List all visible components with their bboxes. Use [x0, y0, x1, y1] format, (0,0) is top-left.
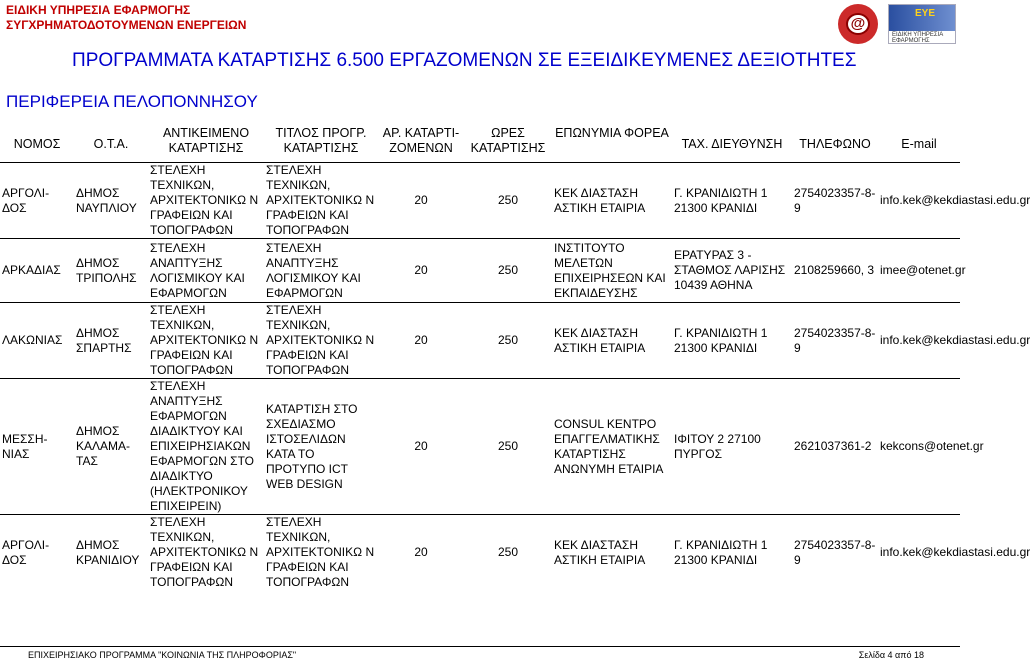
header-tilefono: ΤΗΛΕΦΩΝΟ [799, 136, 871, 151]
agency-name-line2: ΣΥΓΧΡΗΜΑΤΟΔΟΤΟΥΜΕΝΩΝ ΕΝΕΡΓΕΙΩΝ [6, 18, 247, 32]
document-title: ΠΡΟΓΡΑΜΜΑΤΑ ΚΑΤΑΡΤΙΣΗΣ 6.500 ΕΡΓΑΖΟΜΕΝΩΝ ΣΕ ΕΞΕΙΔΙΚΕΥΜΕΝΕΣ ΔΕΞΙΟΤΗΤΕΣ [72, 50, 857, 71]
cell-tilefono: 2108259660, 3 [792, 239, 878, 303]
cell-nomos: ΑΡΓΟΛΙ-ΔΟΣ [0, 163, 74, 239]
cell-dieuthynsi: Γ. ΚΡΑΝΙΔΙΩΤΗ 1 21300 ΚΡΑΝΙΔΙ [672, 303, 792, 379]
cell-ar: 20 [378, 379, 464, 515]
eye-logo [888, 4, 956, 44]
table-row [0, 239, 960, 303]
cell-ar: 20 [378, 239, 464, 303]
cell-ores: 250 [464, 303, 552, 379]
cell-email: info.kek@kekdiastasi.edu.gr [878, 303, 960, 379]
header-eponymia: ΕΠΩΝΥΜΙΑ ΦΟΡΕΑ [555, 126, 669, 140]
header-antikeimeno: ΑΝΤΙΚΕΙΜΕΝΟ ΚΑΤΑΡΤΙΣΗΣ [162, 126, 250, 155]
header-email: E-mail [901, 136, 937, 151]
cell-dieuthynsi: ΙΦΙΤΟΥ 2 27100 ΠΥΡΓΟΣ [672, 379, 792, 515]
header-titlos: ΤΙΤΛΟΣ ΠΡΟΓΡ. ΚΑΤΑΡΤΙΣΗΣ [275, 126, 367, 155]
eye-logo-text: ΕΥΕ [915, 8, 936, 19]
footer-page-number: Σελίδα 4 από 18 [858, 650, 924, 660]
at-sign-icon: @ [846, 13, 870, 35]
cell-email: info.kek@kekdiastasi.edu.gr [878, 163, 960, 239]
cell-nomos: ΑΡΓΟΛΙ-ΔΟΣ [0, 515, 74, 591]
cell-eponymia: ΚΕΚ ΔΙΑΣΤΑΣΗ ΑΣΤΙΚΗ ΕΤΑΙΡΙΑ [552, 163, 672, 239]
region-heading: ΠΕΡΙΦΕΡΕΙΑ ΠΕΛΟΠΟΝΝΗΣΟΥ [6, 92, 258, 111]
header-nomos: ΝΟΜΟΣ [13, 136, 61, 151]
cell-antikeimeno: ΣΤΕΛΕΧΗ ΤΕΧΝΙΚΩΝ, ΑΡΧΙΤΕΚΤΟΝΙΚΩ Ν ΓΡΑΦΕΙΩΝ ΚΑΙ ΤΟΠΟΓΡΑΦΩΝ [148, 303, 264, 379]
agency-name-line1: ΕΙΔΙΚΗ ΥΠΗΡΕΣΙΑ ΕΦΑΡΜΟΓΗΣ [6, 3, 191, 17]
cell-nomos: ΛΑΚΩΝΙΑΣ [0, 303, 74, 379]
eye-logo-subtext: ΕΙΔΙΚΗ ΥΠΗΡΕΣΙΑ ΕΦΑΡΜΟΓΗΣ [892, 32, 943, 44]
cell-nomos: ΑΡΚΑΔΙΑΣ [0, 239, 74, 303]
cell-eponymia: CONSUL ΚΕΝΤΡΟ ΕΠΑΓΓΕΛΜΑΤΙΚΗΣ ΚΑΤΑΡΤΙΣΗΣ ΑΝΩΝΥΜΗ ΕΤΑΙΡΙΑ [552, 379, 672, 515]
cell-antikeimeno: ΣΤΕΛΕΧΗ ΤΕΧΝΙΚΩΝ, ΑΡΧΙΤΕΚΤΟΝΙΚΩ Ν ΓΡΑΦΕΙΩΝ ΚΑΙ ΤΟΠΟΓΡΑΦΩΝ [148, 515, 264, 591]
cell-tilefono: 2754023357-8-9 [792, 303, 878, 379]
cell-eponymia: ΚΕΚ ΔΙΑΣΤΑΣΗ ΑΣΤΙΚΗ ΕΤΑΙΡΙΑ [552, 515, 672, 591]
cell-ar: 20 [378, 303, 464, 379]
header-ar: ΑΡ. ΚΑΤΑΡΤΙ-ΖΟΜΕΝΩΝ [382, 126, 460, 155]
cell-dieuthynsi: ΕΡΑΤΥΡΑΣ 3 - ΣΤΑΘΜΟΣ ΛΑΡΙΣΗΣ 10439 ΑΘΗΝΑ [672, 239, 792, 303]
header-dieuthynsi: ΤΑΧ. ΔΙΕΥΘΥΝΣΗ [681, 136, 783, 151]
information-society-logo [838, 4, 878, 44]
cell-email: info.kek@kekdiastasi.edu.gr [878, 515, 960, 591]
cell-email: imee@otenet.gr [878, 239, 960, 303]
cell-email: kekcons@otenet.gr [878, 379, 960, 515]
cell-titlos: ΣΤΕΛΕΧΗ ΤΕΧΝΙΚΩΝ, ΑΡΧΙΤΕΚΤΟΝΙΚΩ Ν ΓΡΑΦΕΙΩΝ ΚΑΙ ΤΟΠΟΓΡΑΦΩΝ [264, 163, 378, 239]
table-row [0, 515, 960, 591]
cell-titlos: ΣΤΕΛΕΧΗ ΑΝΑΠΤΥΞΗΣ ΛΟΓΙΣΜΙΚΟΥ ΚΑΙ ΕΦΑΡΜΟΓΩΝ [264, 239, 378, 303]
header-ota: Ο.Τ.Α. [93, 136, 129, 151]
cell-antikeimeno: ΣΤΕΛΕΧΗ ΑΝΑΠΤΥΞΗΣ ΛΟΓΙΣΜΙΚΟΥ ΚΑΙ ΕΦΑΡΜΟΓΩΝ [148, 239, 264, 303]
cell-ar: 20 [378, 515, 464, 591]
cell-tilefono: 2754023357-8-9 [792, 515, 878, 591]
cell-eponymia: ΙΝΣΤΙΤΟΥΤΟ ΜΕΛΕΤΩΝ ΕΠΙΧΕΙΡΗΣΕΩΝ ΚΑΙ ΕΚΠΑΙΔΕΥΣΗΣ [552, 239, 672, 303]
cell-titlos: ΣΤΕΛΕΧΗ ΤΕΧΝΙΚΩΝ, ΑΡΧΙΤΕΚΤΟΝΙΚΩ Ν ΓΡΑΦΕΙΩΝ ΚΑΙ ΤΟΠΟΓΡΑΦΩΝ [264, 303, 378, 379]
cell-ar: 20 [378, 163, 464, 239]
cell-eponymia: ΚΕΚ ΔΙΑΣΤΑΣΗ ΑΣΤΙΚΗ ΕΤΑΙΡΙΑ [552, 303, 672, 379]
footer-program-name: ΕΠΙΧΕΙΡΗΣΙΑΚΟ ΠΡΟΓΡΑΜΜΑ "ΚΟΙΝΩΝΙΑ ΤΗΣ ΠΛΗΡΟΦΟΡΙΑΣ" [28, 650, 297, 660]
table-row [0, 379, 960, 515]
programs-table [0, 126, 1030, 591]
cell-ota: ΔΗΜΟΣ ΚΡΑΝΙΔΙΟΥ [74, 515, 148, 591]
cell-dieuthynsi: Γ. ΚΡΑΝΙΔΙΩΤΗ 1 21300 ΚΡΑΝΙΔΙ [672, 515, 792, 591]
table-row [0, 303, 960, 379]
cell-ota: ΔΗΜΟΣ ΚΑΛΑΜΑ-ΤΑΣ [74, 379, 148, 515]
cell-tilefono: 2754023357-8-9 [792, 163, 878, 239]
cell-antikeimeno: ΣΤΕΛΕΧΗ ΤΕΧΝΙΚΩΝ, ΑΡΧΙΤΕΚΤΟΝΙΚΩ Ν ΓΡΑΦΕΙΩΝ ΚΑΙ ΤΟΠΟΓΡΑΦΩΝ [148, 163, 264, 239]
table-row [0, 163, 960, 239]
cell-ores: 250 [464, 239, 552, 303]
cell-antikeimeno: ΣΤΕΛΕΧΗ ΑΝΑΠΤΥΞΗΣ ΕΦΑΡΜΟΓΩΝ ΔΙΑΔΙΚΤΥΟΥ ΚΑΙ ΕΠΙΧΕΙΡΗΣΙΑΚΩΝ ΕΦΑΡΜΟΓΩΝ ΣΤΟ ΔΙΑΔΙΚΤΥΟ (ΗΛΕΚΤΡΟΝΙΚΟΥ ΕΠΙΧΕΙΡΕΙΝ) [148, 379, 264, 515]
cell-ores: 250 [464, 379, 552, 515]
cell-titlos: ΣΤΕΛΕΧΗ ΤΕΧΝΙΚΩΝ, ΑΡΧΙΤΕΚΤΟΝΙΚΩ Ν ΓΡΑΦΕΙΩΝ ΚΑΙ ΤΟΠΟΓΡΑΦΩΝ [264, 515, 378, 591]
cell-ota: ΔΗΜΟΣ ΤΡΙΠΟΛΗΣ [74, 239, 148, 303]
table-header-row [0, 126, 960, 163]
cell-dieuthynsi: Γ. ΚΡΑΝΙΔΙΩΤΗ 1 21300 ΚΡΑΝΙΔΙ [672, 163, 792, 239]
cell-nomos: ΜΕΣΣΗ-ΝΙΑΣ [0, 379, 74, 515]
cell-ota: ΔΗΜΟΣ ΝΑΥΠΛΙΟΥ [74, 163, 148, 239]
cell-titlos: ΚΑΤΑΡΤΙΣΗ ΣΤΟ ΣΧΕΔΙΑΣΜΟ ΙΣΤΟΣΕΛΙΔΩΝ ΚΑΤΑ ΤΟ ΠΡΟΤΥΠΟ ICT WEB DESIGN [264, 379, 378, 515]
cell-ores: 250 [464, 515, 552, 591]
cell-ores: 250 [464, 163, 552, 239]
header-ores: ΩΡΕΣ ΚΑΤΑΡΤΙΣΗΣ [470, 126, 546, 155]
cell-ota: ΔΗΜΟΣ ΣΠΑΡΤΗΣ [74, 303, 148, 379]
page-footer [0, 646, 960, 662]
cell-tilefono: 2621037361-2 [792, 379, 878, 515]
